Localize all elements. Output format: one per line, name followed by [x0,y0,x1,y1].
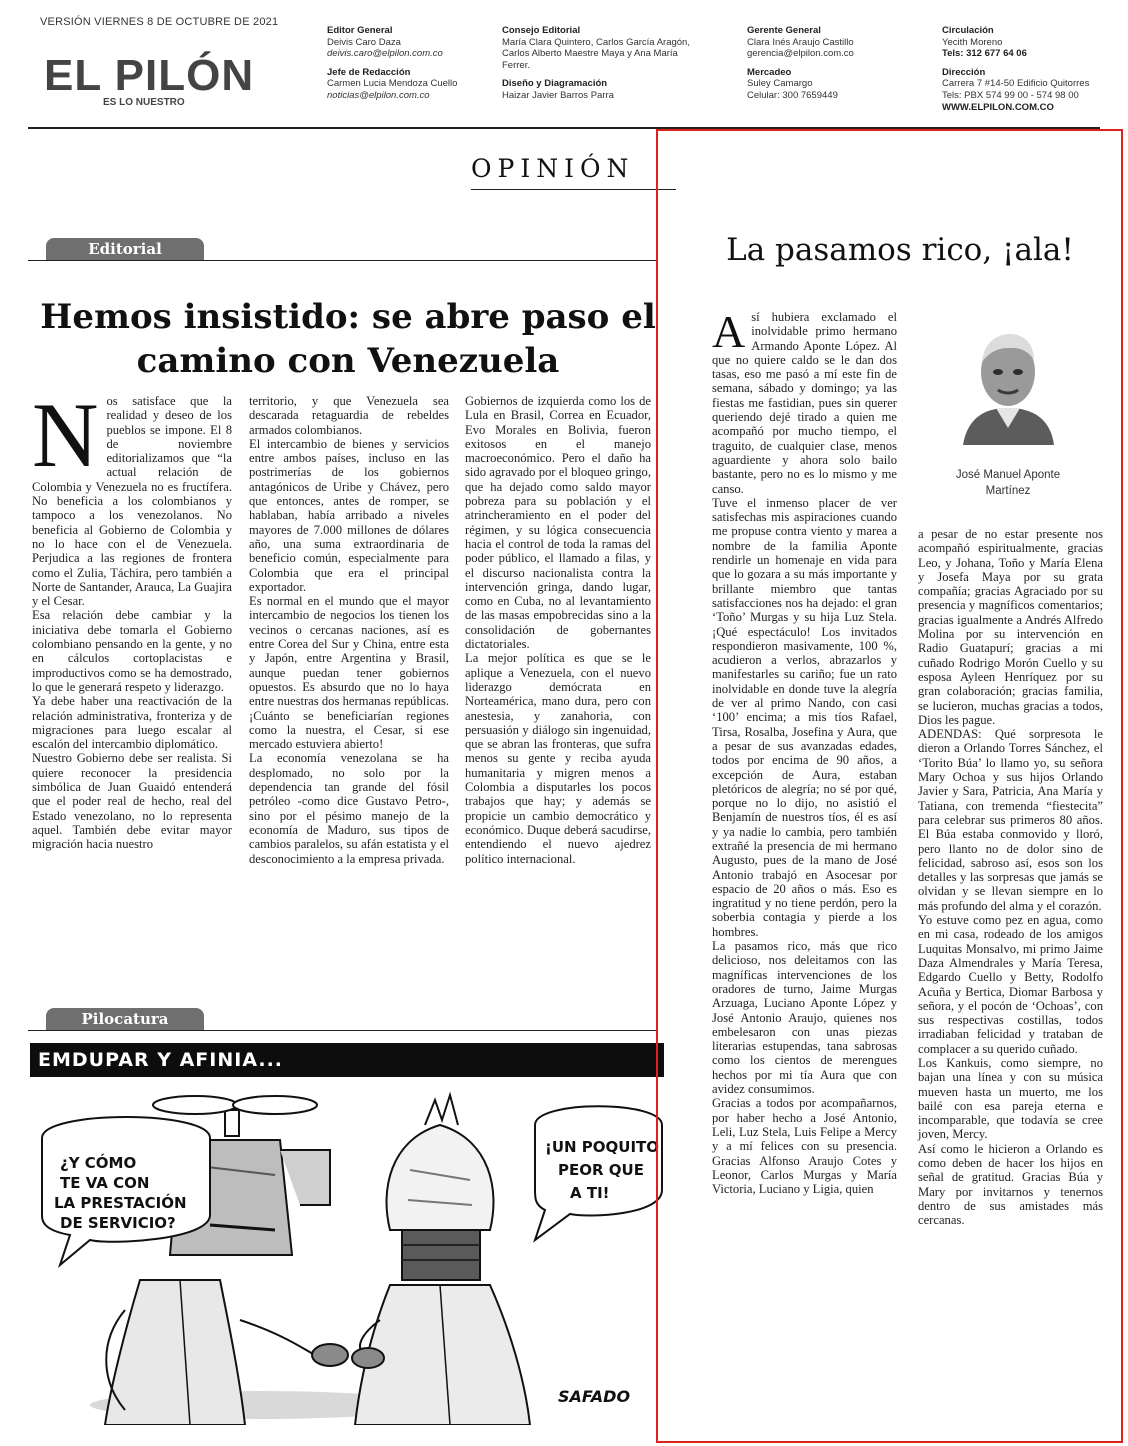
website-link[interactable]: WWW.ELPILON.COM.CO [942,101,1054,113]
staff-role: Consejo Editorial [502,25,581,36]
bubble-text: A TI! [570,1184,610,1202]
editorial-tab: Editorial [46,238,204,260]
editorial-rule [28,260,658,261]
staff-name: Carlos Alberto Maestre Maya y Ana María [502,48,678,60]
paragraph: La pasamos rico, más que rico delicioso, nos deleitamos con las magníficas intervenciones de los oradores de turno, Jaime Murgas Arzuaga, Luciano Aponte López y José Antonio Araujo, quienes nos embelesaron con unas piezas literarias estupendas, tana sabrosas como los cientos de merengues hechos por mi tía Aura que con avidez consumimos. [712,939,897,1097]
staff-column-1 [327,25,457,102]
staff-phone: Tels: PBX 574 99 00 - 574 98 00 [942,89,1079,101]
newspaper-slogan: ES LO NUESTRO [103,97,185,108]
staff-phone: Tels: 312 677 64 06 [942,48,1027,60]
editorial-column-2 [249,394,449,866]
editorial-headline: Hemos insistido: se abre paso el camino con Venezuela [40,297,656,381]
author-name-line: Martínez [985,485,1031,497]
cartoon-title-band: EMDUPAR Y AFINIA... [30,1043,664,1077]
bubble-text: LA PRESTACIÓN [54,1194,187,1212]
staff-role: Gerente General [747,25,821,36]
paragraph: Tuve el inmenso placer de ver satisfechas mis aspiraciones cuando me propuse contra viento y marea a nombre de la familia Aponte rendirle un homenaje en vida para que lo gozara a su más importante y brillante miembro que tantas satisfacciones nos ha dejado: el gran ‘Toño’ Murgas y su hija Luz Stela. ¡Qué espectáculo! Los invitados respondieron masivamente, 100 %, acudieron a verlos, abrazarlos y manifestarles su cariño; fue un rato inolvidable en donde tuve la alegría de ver al primo Nando, con casi ‘100’ encima; a mis tíos Rafael, Tirsa, Rosalba, Josefina y Aura, que a pesar de sus avanzadas edades, todos por encima de 90 años, a excepción de Aura, estaban pletóricos de alegría; no sé por qué, porque no lo dijo, no asistió el Benjamín de nuestros tíos, él es así y ya nadie lo cambia, pero también extrañé la presencia de mi hermano Augusto, pues de la mano de José Antonio trabajó en Asocesar por espacio de 20 años o más. Eso es ingratitud y no tiene perdón, pero la soberbia contagia y pierde a los hombres. [712,495,897,939]
cartoonist-signature: SAFADO [558,1387,631,1406]
bubble-text: ¿Y CÓMO [60,1154,137,1172]
paragraph: a pesar de no estar presente nos acompañó espiritualmente, gracias Leo, y Johana, Toño y María Elena y Josefa Maya por su grata compañía; gracias Agraciado por su presencia y magníficos comentarios; gracias igualmente a Andrés Alfredo Molina por su intervención en Radio Guatapurí; gracias a mi cuñado Rodrigo Morón Cuello y su esposa Ayleen Henríquez por su gran colaboración; gracias familia, se lucieron, muchas gracias a todos, Dios les pague. [918,527,1103,727]
bubble-text: ¡UN POQUITO [545,1138,660,1156]
column-title: La pasamos rico, ¡ala! [726,232,1074,268]
bubble-text: TE VA CON [60,1174,150,1192]
editorial-cartoon [30,1080,664,1425]
staff-name: Ferrer. [502,59,530,71]
pilocatura-tab: Pilocatura [46,1008,204,1030]
edition-date: VERSIÓN VIERNES 8 DE OCTUBRE DE 2021 [40,16,279,28]
staff-email: deivis.caro@elpilon.com.co [327,48,443,60]
paragraph: Ya debe haber una reactivación de la relación administrativa, fronteriza y de migraciones para luego escalar al escalón del intercambio diplomático. [32,694,232,752]
paragraph: Los Kankuis, como siempre, no bajan una línea y con su música mueven hasta un muerto, me los bailé con esa pareja eterna e incomparable, que todavía se cree joven, Mercy. [918,1055,1103,1142]
newspaper-logo: EL PILÓN [44,51,255,100]
staff-name: Carmen Lucia Mendoza Cuello [327,78,458,90]
paragraph: Gobiernos de izquierda como los de Lula en Brasil, Correa en Ecuador, Evo Morales en Bolivia, fueron exitosos en el manejo macroeconómico. Pero el daño ha sido agravado por el bloqueo gringo, que ha dejado como saldo mayor pobreza para su población y el atrincheramiento en el poder del régimen, y su lógica consecuencia hacia el control de toda la ramas del poder público, el llamado a filas, y el discurso nacionalista contra la intervención gringa, dando lugar, como en Cuba, no al levantamiento de las masas empobrecidas sino a la consolidación de gobernantes dictatoriales. [465,394,651,652]
staff-email: noticias@elpilon.com.co [327,89,430,101]
paragraph: El intercambio de bienes y servicios entre ambos países, incluso en las postrimerías de los gobiernos antagónicos de Uribe y Chávez, pero que entonces, antes de romper, se hablaban, había arribado a niveles mayores de 7.000 millones de dólares año, una suma extraordinaria de beneficio común, especialmente para Colombia que era el principal exportador. [249,436,449,594]
staff-role: Diseño y Diagramación [502,78,608,90]
editorial-column-1 [32,384,232,852]
author-name-line: José Manuel Aponte [955,469,1061,481]
staff-role: Editor General [327,25,393,36]
paragraph: territorio, y que Venezuela sea descarada retaguardia de rebeldes armados colombianos. [249,394,449,437]
staff-column-4 [942,25,1089,113]
staff-name: Deivis Caro Daza [327,36,401,48]
staff-role: Circulación [942,25,994,36]
staff-role: Jefe de Redacción [327,66,411,78]
paragraph: Gracias a todos por acompañarnos, por haber hecho a José Antonio, Leli, Luz Stela, Luis Felipe a Mercy y a mí felices con su presencia. Gracias Alfonso Araujo Cotes y Leonor, Carlos Murgas y María Victoria, Luciano y Ligia, quien [712,1096,897,1197]
paragraph: Yo estuve como pez en agua, como en mi casa, rodeado de los amigos Luquitas Monsalvo, mi primo Jaime Daza Almendrales y María Teresa, Edgardo Cuello y Betty, Rodolfo Acuña y Bertica, Diomar Barbosa y señora, y el pocón de ‘Ochoas’, con sus respectivas costillas, todos irradiaban felicidad y trataban de complacer a su querido cuñado. [918,913,1103,1056]
staff-address: Carrera 7 #14-50 Edificio Quitorres [942,78,1090,90]
drop-cap: A [712,306,746,357]
author-photo [958,320,1058,445]
staff-name: Suley Camargo [747,78,813,90]
paragraph: Es normal en el mundo que el mayor intercambio de negocios los tienen los vecinos o cercanas naciones, así es entre Corea del Sur y China, entre esta y Japón, entre Argentina y Brasil, aunque puedan tener gobiernos opuestos. Es absurdo que no lo haya entre nuestras dos hermanas repúblicas. ¡Cuánto se beneficiarían regiones como la nuestra, el Cesar, si ese mercado estuviera abierto! [249,594,449,752]
pilocatura-rule [28,1030,658,1031]
paragraph: Nuestro Gobierno debe ser realista. Si quiere reconocer la presidencia simbólica de Juan Guaidó entenderá que el poder real de hecho, real del Estado venezolano, no lo representa aquel. También debe evitar mayor migración hacia nuestro [32,751,232,852]
drop-cap: N [32,384,99,486]
staff-column-3 [747,25,854,102]
paragraph: La mejor política es que se le aplique a Venezuela, con el nuevo liderazgo demócrata en Norteamérica, mano dura, pero con anestesia, y zanahoria, con persuasión y diálogo sin ingenuidad, que se abran las fronteras, que sufra menos su gente y reciba ayuda humanitaria y migren menos a Colombia a disputarles los pocos trabajos que hay; y además se propicie un cambio democrático y económico. Duque deberá sacudirse, entendiendo el nuevo ajedrez político internacional. [465,651,651,866]
paragraph: sí hubiera exclamado el inolvidable primo hermano Armando Aponte López. Al que no quiere caldo se le dan dos tasas, eso me pasó a mí este fin de semana, sábado y domingo; ya las fiestas me fastidian, pues sin querer queriendo dejé tirado a quien me acompañó por mucho tiempo, el traguito, de cualquier clase, menos aguardiente y ahora solo bailo bastante, pero no es lo mismo y me canso. [712,310,897,496]
bubble-text: DE SERVICIO? [60,1214,176,1232]
paragraph: Así como le hicieron a Orlando es como deben de hacer los hijos en señal de gratitud. Gracias Búa y Mary por invitarnos y tenernos dentro de sus amistades más cercanas. [918,1141,1103,1228]
paragraph: Esa relación debe cambiar y la iniciativa debe tomarla el Gobierno colombiano pensando en la gente, y no en cálculos cortoplacistas e improductivos como se ha demostrado, lo que le generará respeto y liderazgo. [32,608,232,694]
staff-role: Dirección [942,66,986,78]
staff-column-2 [502,25,690,102]
section-title-rule [471,189,676,190]
section-title: OPINIÓN [471,154,635,183]
staff-name: Clara Inés Araujo Castillo [747,36,854,48]
paragraph: La economía venezolana se ha desplomado, no solo por la dependencia tan grande del fósil petróleo -como dice Gustavo Petro-, sino por el pésimo manejo de la economía de Maduro, sus tipos de cambios paralelos, su afán estatista y el desconocimiento a la empresa privada. [249,751,449,866]
editorial-column-3 [465,394,651,866]
paragraph: ADENDAS: Qué sorpresota le dieron a Orlando Torres Sánchez, el ‘Torito Búa’ lo llamo yo, su señora Mary Ochoa y sus hijos Orlando Javier y Sara, Patricia, Ana María y Tatiana, con tremenda “fiestecita” para celebrar sus primeros 80 años. El Búa estaba conmovido y lloró, pero llanto no de dolor sino de felicidad, sabroso así, esos son los detalles y las sorpresas que jamás se olvidan y se llevan siempre en lo más profundo del alma y el corazón. [918,727,1103,913]
staff-name: María Clara Quintero, Carlos García Aragón, [502,36,690,48]
staff-name: Haizar Javier Barros Parra [502,89,614,101]
staff-phone: Celular: 300 7659449 [747,89,838,101]
paragraph: os satisface que la realidad y deseo de los pueblos se impone. El 8 de noviembre editorializamos que “la actual relación de Colombia y Venezuela no es fructífera. No beneficia a los colombianos y tampoco a los venezolanos. No beneficia al Gobierno de Colombia y no lo hace con el de Venezuela. Perjudica a las regiones de frontera como el Zulia, Táchira, pero también a Norte de Santander, Arauca, La Guajira y el Cesar. [32,394,232,609]
column-text-left [712,306,897,1197]
staff-role: Mercadeo [747,66,792,78]
author-name [946,467,1070,499]
bubble-text: PEOR QUE [558,1161,644,1179]
staff-email: gerencia@elpilon.com.co [747,48,854,60]
column-text-right [918,527,1103,1228]
staff-name: Yecith Moreno [942,36,1003,48]
